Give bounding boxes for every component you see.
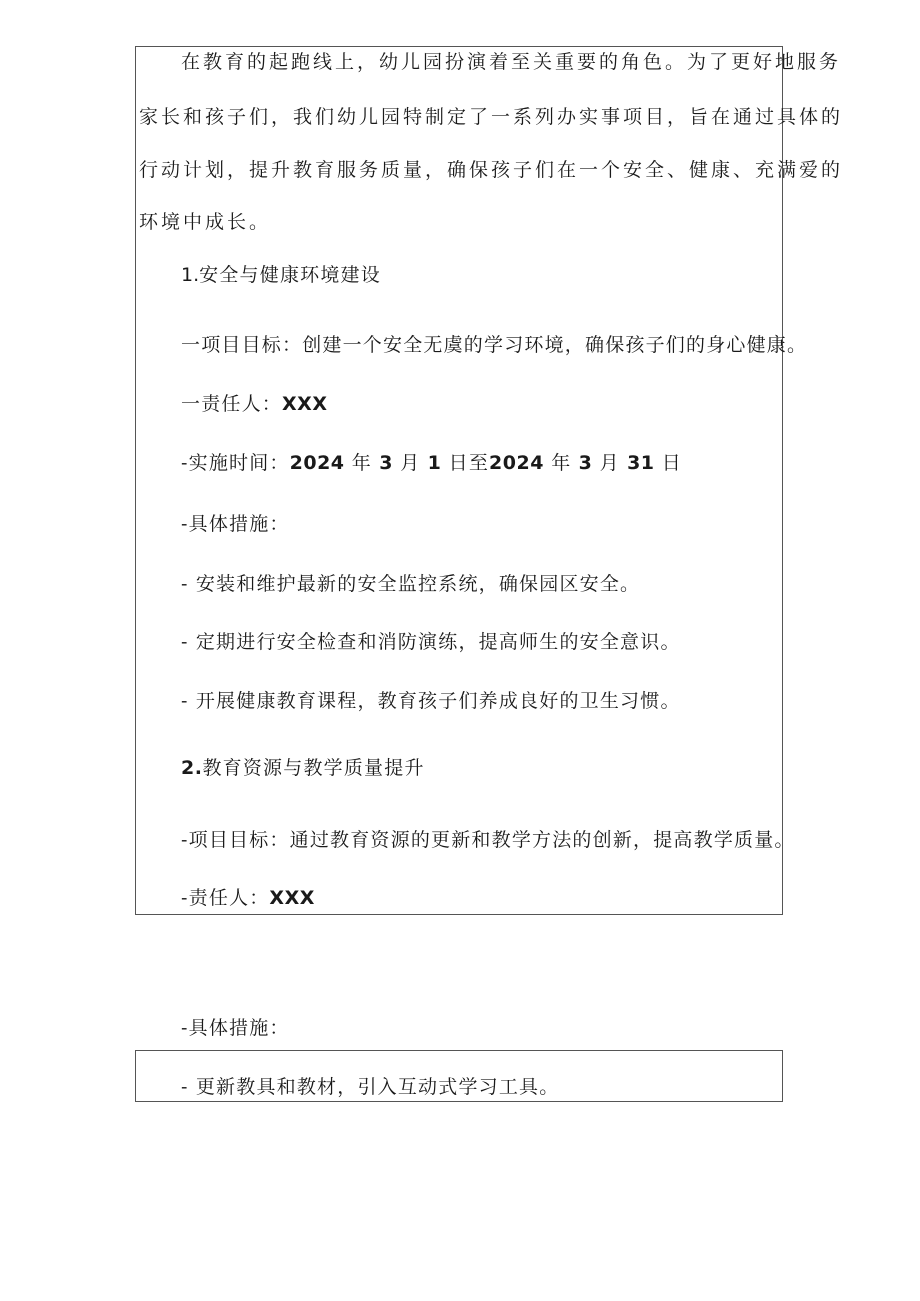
- section-1-measures-label: -具体措施：: [181, 513, 290, 535]
- intro-line-3: 行动计划，提升教育服务质量，确保孩子们在一个安全、健康、充满爱的: [139, 159, 844, 181]
- section-2-heading: [181, 755, 425, 781]
- section-1-owner: [181, 391, 327, 417]
- section-2-owner: [181, 885, 315, 911]
- time-day-char: 日至: [448, 452, 490, 474]
- intro-line-2: 家长和孩子们，我们幼儿园特制定了一系列办实事项目，旨在通过具体的: [139, 106, 844, 128]
- time-start-month: 3: [379, 452, 393, 474]
- time-end-month: 3: [578, 452, 593, 474]
- time-year-char: 年: [351, 452, 372, 474]
- section-1-goal: 一项目目标：创建一个安全无虞的学习环境，确保孩子们的身心健康。: [181, 334, 808, 356]
- section-2-number: 2.: [181, 757, 203, 779]
- time-end-char: 日: [661, 452, 682, 474]
- time-month-char-2: 月: [599, 452, 620, 474]
- section-1-number: 1.: [181, 264, 200, 286]
- section-1-owner-value: XXX: [282, 393, 328, 415]
- time-year-char-2: 年: [551, 452, 572, 474]
- time-end-day: 31: [627, 452, 655, 474]
- section-2-title: 教育资源与教学质量提升: [202, 757, 425, 779]
- section-2-owner-value: XXX: [269, 887, 315, 909]
- intro-line-1: 在教育的起跑线上，幼儿园扮演着至关重要的角色。为了更好地服务: [181, 51, 842, 73]
- section-1-owner-label: 一责任人：: [181, 393, 283, 415]
- section-1-title: 安全与健康环境建设: [199, 264, 381, 286]
- section-1-time-label: -实施时间：: [181, 452, 290, 474]
- section-2-owner-label: -责任人：: [181, 887, 270, 909]
- section-1-measure-3: - 开展健康教育课程，教育孩子们养成良好的卫生习惯。: [181, 690, 681, 712]
- section-2-measures-label: -具体措施：: [181, 1017, 290, 1039]
- intro-line-4: 环境中成长。: [139, 211, 272, 233]
- section-1-time: [181, 450, 682, 476]
- section-1-heading: [181, 262, 381, 288]
- time-start-year: 2024: [289, 452, 345, 474]
- time-month-char: 月: [400, 452, 421, 474]
- time-end-year: 2024: [489, 452, 544, 474]
- section-1-measure-1: - 安装和维护最新的安全监控系统，确保园区安全。: [181, 573, 641, 595]
- section-1-measure-2: - 定期进行安全检查和消防演练，提高师生的安全意识。: [181, 631, 681, 653]
- section-2-measure-1: - 更新教具和教材，引入互动式学习工具。: [181, 1076, 560, 1098]
- time-start-day: 1: [427, 452, 442, 474]
- section-2-goal: -项目目标：通过教育资源的更新和教学方法的创新，提高教学质量。: [181, 829, 795, 851]
